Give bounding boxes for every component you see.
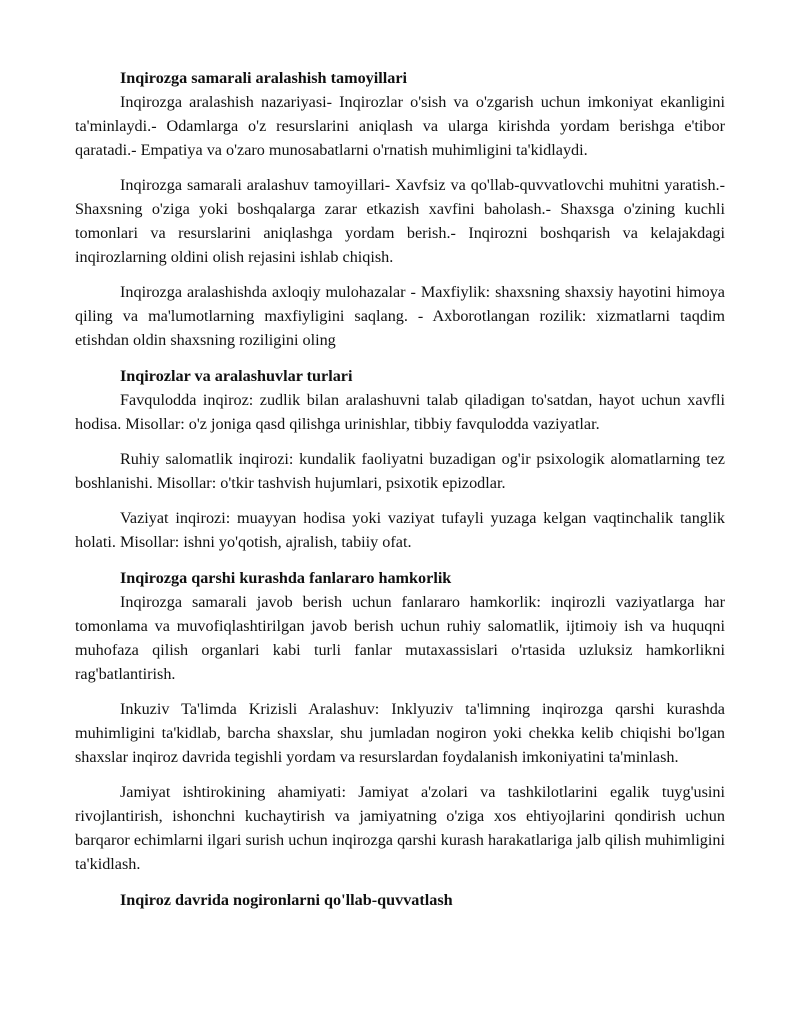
section-heading: Inqirozlar va aralashuvlar turlari: [120, 367, 353, 385]
paragraph: Inqirozga samarali aralashuv tamoyillari- Xavfsiz va qo'llab-quvvatlovchi muhitni yaratish.- Shaxsning o'ziga yoki boshqalarga zarar etkazish xavfini baholash.- Shaxsga o'zining kuchli tomonlari va resurslarini aniqlashga yordam berish.- Inqirozni boshqarish va kelajakdagi inqirozlarning oldini olish rejasini ishlab chiqish.: [75, 176, 725, 266]
paragraph: Vaziyat inqirozi: muayyan hodisa yoki vaziyat tufayli yuzaga kelgan vaqtinchalik tanglik holati. Misollar: ishni yo'qotish, ajralish, tabiiy ofat.: [75, 509, 725, 551]
paragraph: Inqirozga samarali javob berish uchun fanlararo hamkorlik: inqirozli vaziyatlarga har tomonlama va muvofiqlashtirilgan javob berish uchun ruhiy salomatlik, ijtimoiy ish va huquqni muhofaza qilish organlari kabi turli fanlar mutaxassislari o'rtasida uzluksiz hamkorlikni rag'batlantirish.: [75, 593, 725, 683]
paragraph: Favqulodda inqiroz: zudlik bilan aralashuvni talab qiladigan to'satdan, hayot uchun xavfli hodisa. Misollar: o'z joniga qasd qilishga urinishlar, tibbiy favqulodda vaziyatlar.: [75, 391, 725, 433]
paragraph: Inqirozga aralashishda axloqiy mulohazalar - Maxfiylik: shaxsning shaxsiy hayotini himoya qiling va ma'lumotlarning maxfiyligini saqlang. - Axborotlangan rozilik: xizmatlarni taqdim etishdan oldin shaxsning roziligini oling: [75, 283, 725, 349]
section-heading: Inqirozga samarali aralashish tamoyillari: [120, 69, 408, 87]
paragraph: Ruhiy salomatlik inqirozi: kundalik faoliyatni buzadigan og'ir psixologik alomatlarning tez boshlanishi. Misollar: o'tkir tashvish hujumlari, psixotik epizodlar.: [75, 450, 725, 492]
document-body: [75, 66, 725, 912]
paragraph: Jamiyat ishtirokining ahamiyati: Jamiyat a'zolari va tashkilotlarini egalik tuyg'usini rivojlantirish, ishonchni kuchaytirish va jamiyatning o'ziga xos ehtiyojlarini qondirish uchun barqaror echimlarni ilgari surish uchun inqirozga qarshi kurash harakatlariga jalb qilish muhimligini ta'kidlash.: [75, 783, 725, 873]
paragraph: Inqirozga aralashish nazariyasi- Inqirozlar o'sish va o'zgarish uchun imkoniyat ekanligini ta'minlaydi.- Odamlarga o'z resurslarini aniqlash va ularga kirishda yordam berishga e'tibor qaratadi.- Empatiya va o'zaro munosabatlarni o'rnatish muhimligini ta'kidlaydi.: [75, 93, 725, 159]
section-heading: Inqiroz davrida nogironlarni qo'llab-quvvatlash: [120, 891, 453, 909]
section-heading: Inqirozga qarshi kurashda fanlararo hamkorlik: [120, 569, 452, 587]
paragraph: Inkuziv Ta'limda Krizisli Aralashuv: Inklyuziv ta'limning inqirozga qarshi kurashda muhimligini ta'kidlab, barcha shaxslar, shu jumladan nogiron yoki chekka kelib chiqishi bo'lgan shaxslar inqiroz davrida tegishli yordam va resurslardan foydalanish imkoniyatini ta'minlash.: [75, 700, 725, 766]
